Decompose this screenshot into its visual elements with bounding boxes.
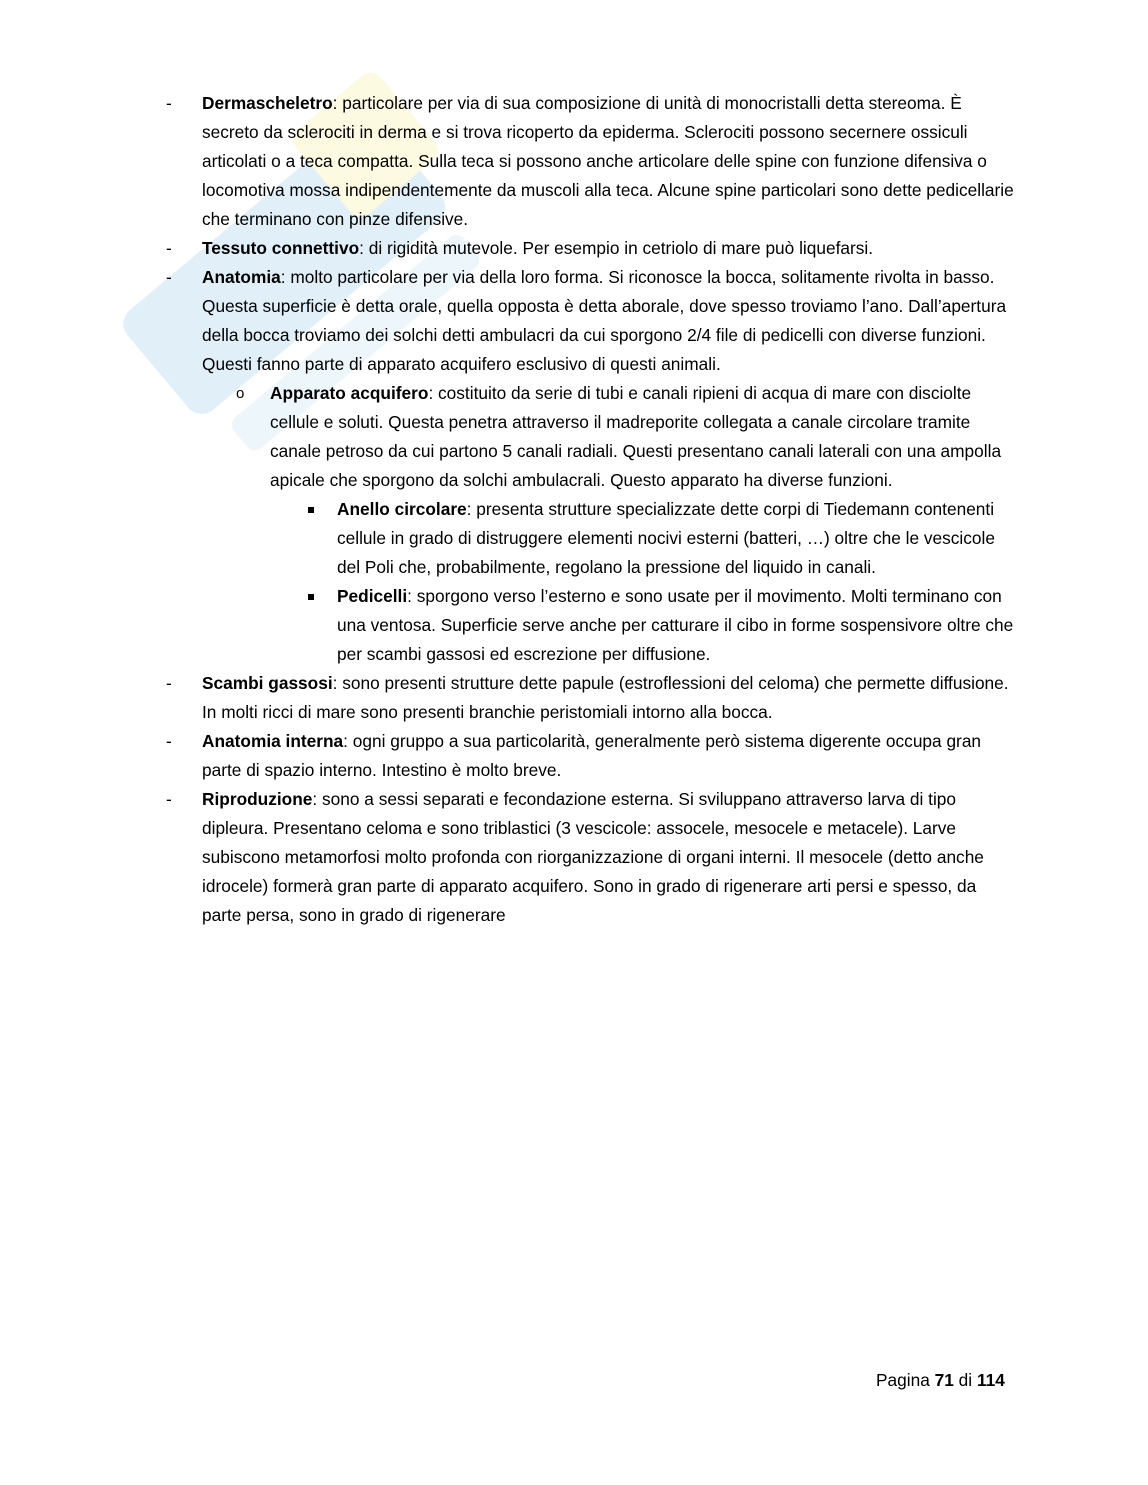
- dash-marker: -: [166, 267, 172, 287]
- term-label: Pedicelli: [337, 586, 408, 606]
- list-item-tessuto-connettivo: [166, 234, 1016, 263]
- item-text: : presenta strutture specializzate dette corpi di Tiedemann contenenti cellule in grado di distruggere elementi nocivi esterni (batteri, …) oltre che le vescicole del Poli che, probabilmente, regolano la pressione del liquido in canali.: [337, 499, 995, 577]
- term-label: Anatomia: [202, 267, 281, 287]
- dash-marker: -: [166, 789, 172, 809]
- item-text: : particolare per via di sua composizione di unità di monocristalli detta stereoma. È secreto da sclerociti in derma e si trova ricoperto da epiderma. Sclerociti possono secernere ossiculi articolati o a teca compatta. Sulla teca si possono anche articolare delle spine con funzione difensiva o locomotiva mossa indipendentemente da muscoli alla teca. Alcune spine particolari sono dette pedicellarie che terminano con pinze difensive.: [202, 93, 1014, 229]
- term-label: Riproduzione: [202, 789, 313, 809]
- dash-marker: -: [166, 238, 172, 258]
- term-label: Scambi gassosi: [202, 673, 333, 693]
- list-item-scambi-gassosi: [166, 669, 1016, 727]
- item-text: : di rigidità mutevole. Per esempio in cetriolo di mare può liquefarsi.: [359, 238, 874, 258]
- subsublist-item-pedicelli: [270, 582, 1016, 669]
- page-number-footer: [876, 1368, 1005, 1392]
- footer-prefix: Pagina: [876, 1370, 930, 1390]
- term-label: Anello circolare: [337, 499, 467, 519]
- item-text: : sono presenti strutture dette papule (estroflessioni del celoma) che permette diffusione. In molti ricci di mare sono presenti branchie peristomiali intorno alla bocca.: [202, 673, 1009, 722]
- sublist-item-apparato-acquifero: [202, 379, 1016, 495]
- current-page-number: 71: [934, 1370, 954, 1390]
- subsublist-item-anello-circolare: [270, 495, 1016, 582]
- term-label: Dermascheletro: [202, 93, 333, 113]
- list-item-anatomia-interna: [166, 727, 1016, 785]
- footer-middle: di: [958, 1370, 973, 1390]
- total-page-number: 114: [976, 1370, 1005, 1390]
- list-item-dermascheletro: [166, 89, 1016, 234]
- item-text: : sono a sessi separati e fecondazione esterna. Si sviluppano attraverso larva di tipo dipleura. Presentano celoma e sono triblastici (3 vescicole: assocele, mesocele e metacele). Larve subiscono metamorfosi molto profonda con riorganizzazione di organi interni. Il mesocele (detto anche idrocele) formerà gran parte di apparato acquifero. Sono in grado di rigenerare arti persi e spesso, da parte persa, sono in grado di rigenerare: [202, 789, 984, 925]
- dash-marker: -: [166, 731, 172, 751]
- term-label: Anatomia interna: [202, 731, 344, 751]
- document-body: [166, 89, 1016, 930]
- item-text: : costituito da serie di tubi e canali ripieni di acqua di mare con disciolte cellule e soluti. Questa penetra attraverso il madreporite collegata a canale circolare tramite canale petroso da cui partono 5 canali radiali. Questi presentano canali laterali con una ampolla apicale che sporgono da solchi ambulacrali. Questo apparato ha diverse funzioni.: [270, 383, 1002, 490]
- term-label: Apparato acquifero: [270, 383, 429, 403]
- dash-marker: -: [166, 93, 172, 113]
- item-text: : sporgono verso l’esterno e sono usate per il movimento. Molti terminano con una ventosa. Superficie serve anche per catturare il cibo in forme sospensivore oltre che per scambi gassosi ed escrezione per diffusione.: [337, 586, 1014, 664]
- square-bullet-icon: [308, 507, 314, 513]
- term-label: Tessuto connettivo: [202, 238, 360, 258]
- square-bullet-icon: [308, 594, 314, 600]
- list-item-anatomia: [166, 263, 1016, 379]
- dash-marker: -: [166, 673, 172, 693]
- item-text: : ogni gruppo a sua particolarità, generalmente però sistema digerente occupa gran parte di spazio interno. Intestino è molto breve.: [202, 731, 982, 780]
- item-text: : molto particolare per via della loro forma. Si riconosce la bocca, solitamente rivolta in basso. Questa superficie è detta orale, quella opposta è detta aborale, dove spesso troviamo l’ano. Dall’apertura della bocca troviamo dei solchi detti ambulacri da cui sporgono 2/4 file di pedicelli con diverse funzioni. Questi fanno parte di apparato acquifero esclusivo di questi animali.: [202, 267, 1007, 374]
- circle-marker: o: [236, 385, 245, 402]
- list-item-riproduzione: [166, 785, 1016, 930]
